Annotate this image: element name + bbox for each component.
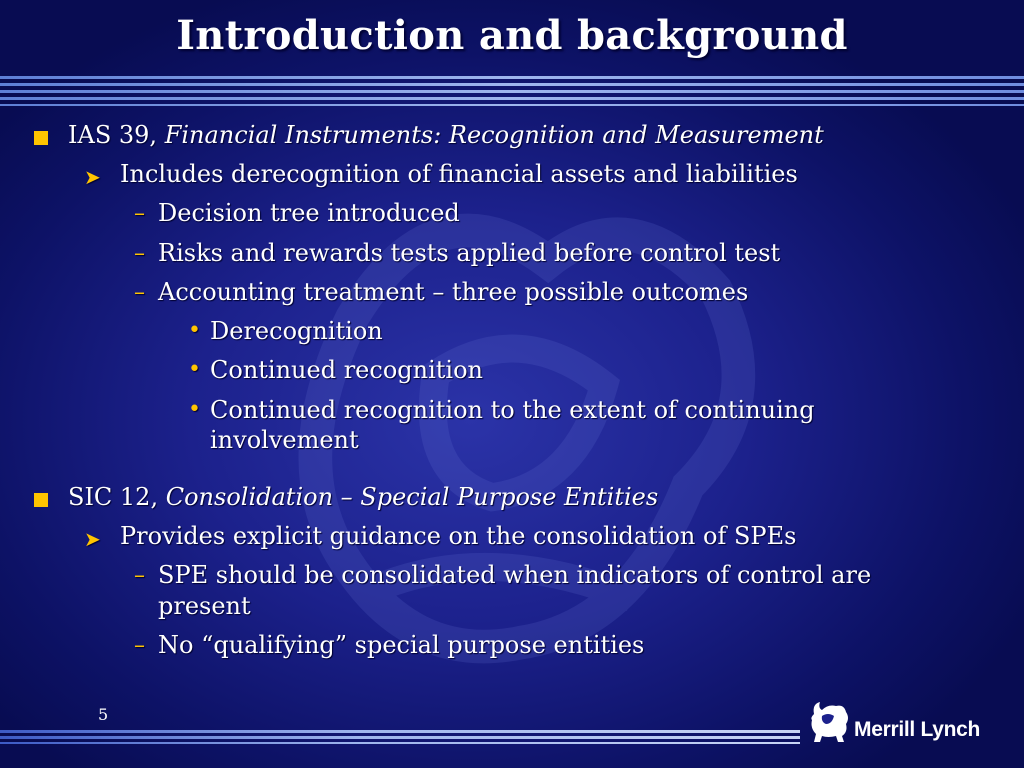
sub-point: Provides explicit guidance on the consolidation of SPEs xyxy=(120,522,797,550)
dash-bullet-icon: – xyxy=(134,280,145,305)
section-heading xyxy=(68,483,658,511)
section-lead: IAS 39, xyxy=(68,121,158,149)
logo-text: Merrill Lynch xyxy=(854,718,981,741)
section-heading xyxy=(68,121,824,149)
list-item: No “qualifying” special purpose entities xyxy=(158,631,645,659)
arrow-bullet-icon: ➤ xyxy=(84,165,101,189)
bull-icon xyxy=(808,698,852,744)
list-item: SPE should be consolidated when indicators of control are xyxy=(158,561,872,589)
bottom-divider-stripes xyxy=(0,730,800,744)
dash-bullet-icon: – xyxy=(134,201,145,226)
dot-bullet-icon: • xyxy=(188,357,201,382)
list-item: Derecognition xyxy=(210,317,383,345)
page-number: 5 xyxy=(98,705,109,724)
list-item: Risks and rewards tests applied before control test xyxy=(158,239,781,267)
dash-bullet-icon: – xyxy=(134,633,145,658)
merrill-lynch-logo xyxy=(808,698,1014,748)
section-title-italic: Financial Instruments: Recognition and Measurement xyxy=(164,121,824,149)
dot-bullet-icon: • xyxy=(188,397,201,422)
square-bullet-icon xyxy=(34,131,48,145)
section-lead: SIC 12, xyxy=(68,483,159,511)
arrow-bullet-icon: ➤ xyxy=(84,527,101,551)
list-item: Decision tree introduced xyxy=(158,199,460,227)
section-title-italic: Consolidation – Special Purpose Entities xyxy=(165,483,659,511)
list-item-continuation: involvement xyxy=(210,426,359,454)
list-item: Accounting treatment – three possible outcomes xyxy=(158,278,749,306)
list-item: Continued recognition xyxy=(210,356,483,384)
sub-point: Includes derecognition of financial assets and liabilities xyxy=(120,160,798,188)
slide-title: Introduction and background xyxy=(176,12,848,59)
dot-bullet-icon: • xyxy=(188,318,201,343)
dash-bullet-icon: – xyxy=(134,563,145,588)
square-bullet-icon xyxy=(34,493,48,507)
dash-bullet-icon: – xyxy=(134,241,145,266)
list-item-continuation: present xyxy=(158,592,251,620)
list-item: Continued recognition to the extent of continuing xyxy=(210,396,815,424)
